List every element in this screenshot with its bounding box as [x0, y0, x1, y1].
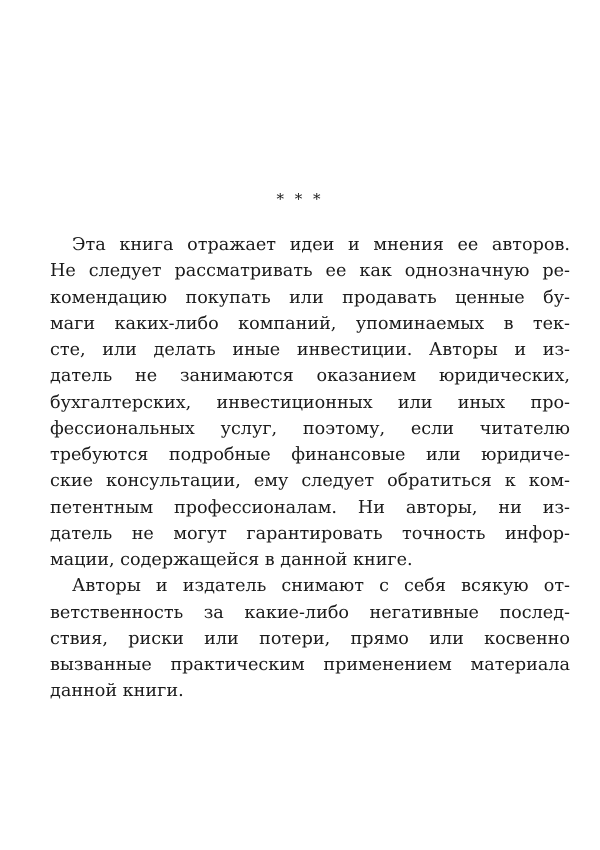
text-line: ветственность за какие-либо негативные послед-: [50, 602, 570, 623]
text-line: бухгалтерских, инвестиционных или иных про-: [50, 392, 570, 413]
text-line: сте, или делать иные инвестиции. Авторы и из-: [50, 340, 570, 360]
text-line: данной книги.: [50, 681, 184, 702]
disclaimer-text: [50, 232, 570, 705]
disclaimer-paragraph-1: [50, 232, 570, 573]
text-line: Авторы и издатель снимают с себя всякую от-: [72, 576, 570, 597]
disclaimer-paragraph-2: [50, 573, 570, 704]
text-line: фессиональных услуг, поэтому, если читателю: [50, 418, 570, 439]
text-line: маги каких-либо компаний, упоминаемых в тек-: [50, 313, 570, 334]
text-line: петентным профессионалам. Ни авторы, ни из-: [50, 497, 570, 518]
text-line: ствия, риски или потери, прямо или косвенно: [50, 628, 570, 649]
text-line: ские консультации, ему следует обратиться к ком-: [50, 471, 570, 492]
text-line: датель не занимаются оказанием юридических,: [50, 366, 570, 387]
text-line: вызванные практическим применением материала: [50, 655, 570, 675]
text-line: мации, содержащейся в данной книге.: [50, 550, 413, 570]
text-line: датель не могут гарантировать точность инфор-: [50, 523, 570, 544]
section-separator: * * *: [276, 190, 324, 208]
text-line: Не следует рассматривать ее как однозначную ре-: [50, 261, 570, 282]
text-line: Эта книга отражает идеи и мнения ее авторов.: [72, 235, 570, 255]
text-line: требуются подробные финансовые или юридиче-: [50, 445, 570, 465]
text-line: комендацию покупать или продавать ценные бу-: [50, 287, 570, 308]
